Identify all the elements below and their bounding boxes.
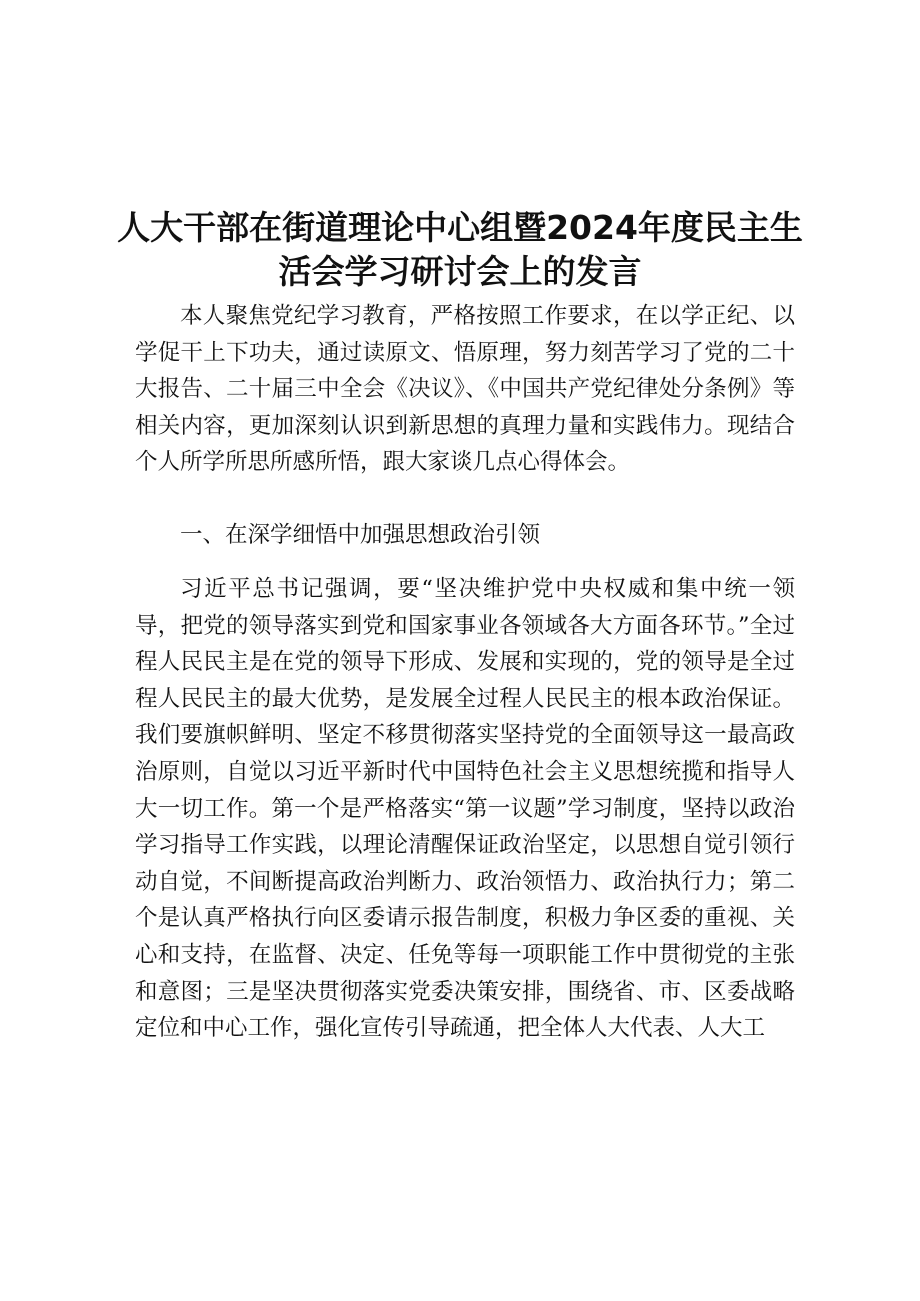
intro-paragraph: 本人聚焦党纪学习教育，严格按照工作要求，在以学正纪、以学促干上下功夫，通过读原文、悟原理，努力刻苦学习了党的二十大报告、二十届三中全会《决议》、《中国共产党纪律处分条例》等相关内容，更加深刻认识到新思想的真理力量和实践伟力。现结合个人所学所思所感所悟，跟大家谈几点心得体会。: [135, 303, 795, 476]
section-heading-1: 一、在深学细悟中加强思想政治引领: [180, 522, 541, 548]
document-title-line-1: 人大干部在街道理论中心组暨2024年度民主生: [117, 208, 803, 247]
section-1-paragraph: 习近平总书记强调，要“坚决维护党中央权威和集中统一领导，把党的领导落实到党和国家事业各领域各大方面各环节。”全过程人民民主是在党的领导下形成、发展和实现的，党的领导是全过程人民民主的最大优势，是发展全过程人民民主的根本政治保证。我们要旗帜鲜明、坚定不移贯彻落实坚持党的全面领导这一最高政治原则，自觉以习近平新时代中国特色社会主义思想统揽和指导人大一切工作。第一个是严格落实“第一议题”学习制度，坚持以政治学习指导工作实践，以理论清醒保证政治坚定，以思想自觉引领行动自觉，不间断提高政治判断力、政治领悟力、政治执行力；第二个是认真严格执行向区委请示报告制度，积极力争区委的重视、关心和支持，在监督、决定、任免等每一项职能工作中贯彻党的主张和意图；三是坚决贯彻落实党委决策安排，围绕省、市、区委战略定位和中心工作，强化宣传引导疏通，把全体人大代表、人大工: [135, 576, 795, 1042]
document-title-line-2: 活会学习研讨会上的发言: [278, 252, 642, 291]
